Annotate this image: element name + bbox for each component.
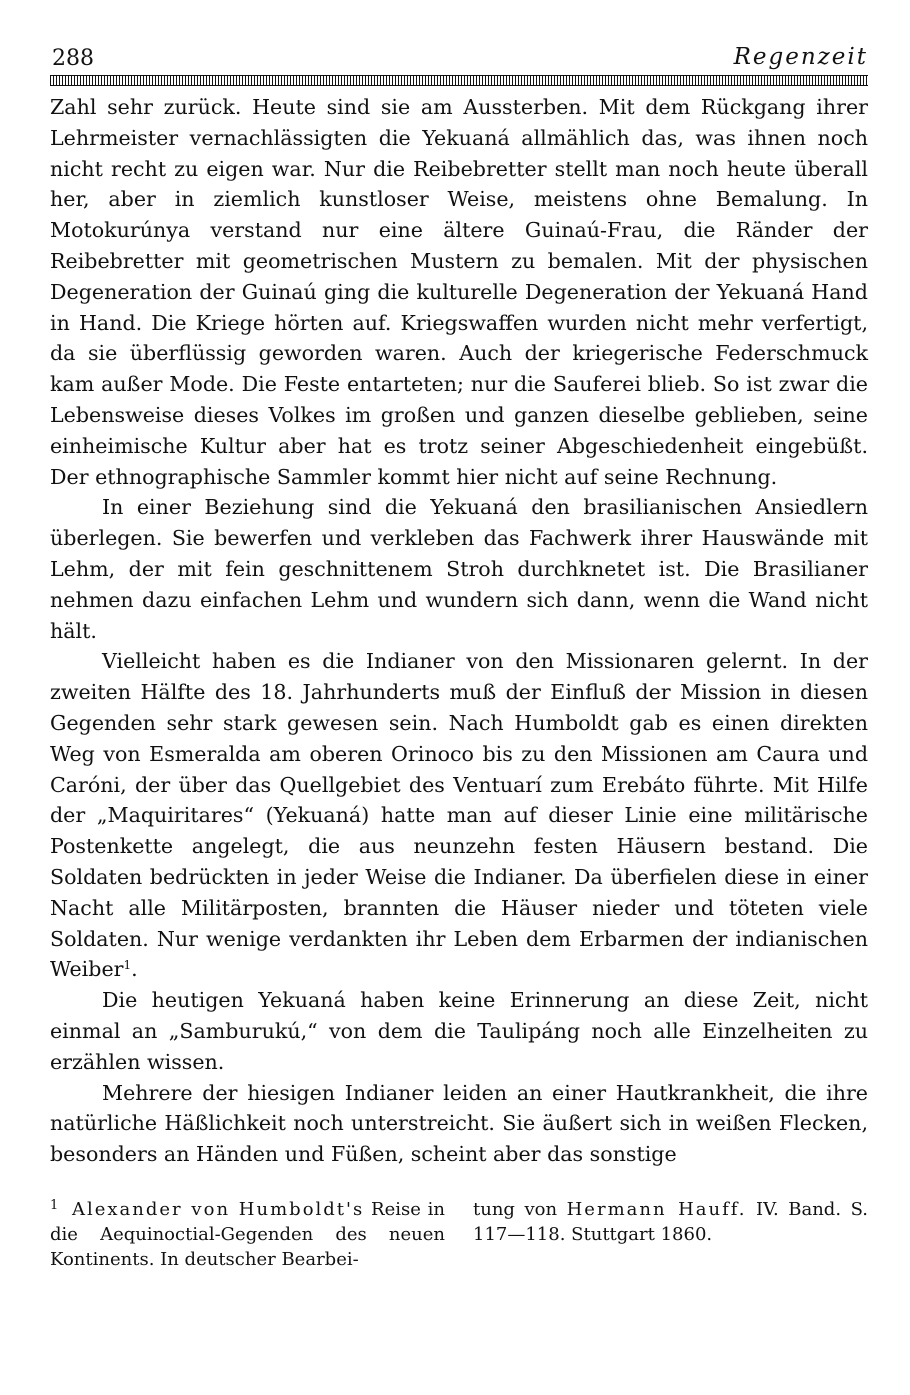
footnote-right-start: tung von [473, 1199, 558, 1220]
footnote-left-column: 1 Alexander von Humboldt's Reise in die Aequinoctial-Gegenden des neuen Kontinents. In deutscher Bearbei- [50, 1198, 445, 1270]
page-header [50, 44, 868, 72]
header-rule [50, 75, 868, 86]
footnote-editor: Hermann Hauff. [566, 1199, 747, 1220]
paragraph-2: In einer Beziehung sind die Yekuaná den brasilianischen Ansiedlern überlegen. Sie bewerfen und verkleben das Fachwerk ihrer Hauswände mit Lehm, der mit fein geschnittenem Stroh durchknetet ist. Die Brasilianer nehmen dazu einfachen Lehm und wundern sich dann, wenn die Wand nicht hält. [50, 495, 868, 643]
paragraph-5: Mehrere der hiesigen Indianer leiden an einer Hautkrankheit, die ihre natürliche Häßlichkeit noch unterstreicht. Sie äußert sich in weißen Flecken, besonders an Händen und Füßen, scheint aber das sonstige [50, 1080, 868, 1167]
footnotes [50, 1197, 868, 1272]
page-number: 288 [52, 46, 94, 71]
footnote-author: Alexander von Humboldt's [72, 1199, 365, 1220]
paragraph-4: Die heutigen Yekuaná haben keine Erinnerung an diese Zeit, nicht einmal an „Samburukú,“ von dem die Taulipáng noch alle Einzelheiten zu erzählen wissen. [50, 988, 868, 1074]
footnote-right-end: IV. Band. S. 117—118. Stuttgart 1860. [473, 1199, 868, 1245]
paragraph-1: Zahl sehr zurück. Heute sind sie am Aussterben. Mit dem Rückgang ihrer Lehrmeister vernachlässigten die Yekuaná allmählich das, was ihnen noch nicht recht zu eigen war. Nur die Reibebretter stellt man noch heute überall her, aber in ziemlich kunstloser Weise, meistens ohne Bemalung. In Motokurúnya verstand nur eine ältere Guinaú-Frau, die Ränder der Reibebretter mit geometrischen Mustern zu bemalen. Mit der physischen Degeneration der Guinaú ging die kulturelle Degeneration der Yekuaná Hand in Hand. Die Kriege hörten auf. Kriegswaffen wurden nicht mehr verfertigt, da sie überflüssig geworden waren. Auch der kriegerische Federschmuck kam außer Mode. Die Feste entarteten; nur die Sauferei blieb. So ist zwar die Lebensweise dieses Volkes im großen und ganzen dieselbe geblieben, seine einheimische Kultur aber hat es trotz seiner Abgeschiedenheit eingebüßt. Der ethnographische Sammler kommt hier nicht auf seine Rechnung. [50, 95, 868, 489]
page [50, 44, 868, 1170]
footnote-left-text: Reise in die Aequinoctial-Gegenden des neuen Kontinents. In deutscher Bearbei- [50, 1199, 445, 1270]
footnote-reference: 1 [123, 958, 132, 973]
body-text [50, 92, 868, 1170]
footnote-right-column [473, 1197, 868, 1272]
running-head: Regenzeit [733, 44, 868, 70]
paragraph-3: Vielleicht haben es die Indianer von den Missionaren gelernt. In der zweiten Hälfte des 18. Jahrhunderts muß der Einfluß der Mission in diesen Gegenden sehr stark gewesen sein. Nach Humboldt gab es einen direkten Weg von Esmeralda am oberen Orinoco bis zu den Missionen am Caura und Caróni, der über das Quellgebiet des Ventuarí zum Erebáto führte. Mit Hilfe der „Maquiritares“ (Yekuaná) hatte man auf dieser Linie eine militärische Postenkette angelegt, die aus neunzehn festen Häusern bestand. Die Soldaten bedrückten in jeder Weise die Indianer. Da überfielen diese in einer Nacht alle Militärposten, brannten die Häuser nieder und töteten viele Soldaten. Nur wenige verdankten ihr Leben dem Erbarmen der indianischen Weiber$^1$. [50, 649, 868, 982]
